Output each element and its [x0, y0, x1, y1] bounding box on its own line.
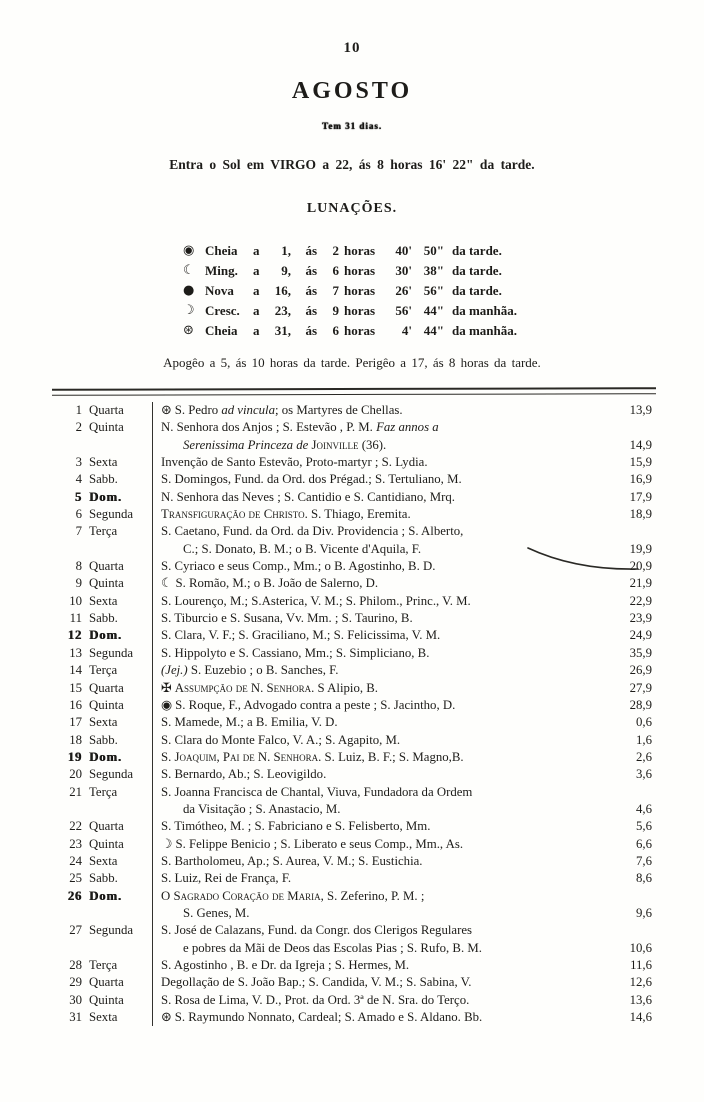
- day-entry: [152, 957, 652, 974]
- phase-seconds: 56": [423, 283, 444, 298]
- phase-period: da tarde.: [452, 283, 502, 298]
- weekday-label: Quinta: [89, 992, 124, 1007]
- month-title: AGOSTO: [291, 78, 413, 104]
- day-value: 21,9: [629, 576, 652, 591]
- phase-hour: 7: [332, 283, 339, 298]
- day-number: 8: [75, 559, 82, 574]
- calendar-row: [56, 992, 652, 1009]
- saints-text: S. Caetano, Fund. da Ord. da Div. Providencia ; S. Alberto,: [161, 524, 464, 539]
- weekday-label: Terça: [89, 524, 118, 539]
- weekday-label: Sabb.: [89, 732, 118, 747]
- calendar-row: [56, 766, 652, 783]
- day-number: 14: [69, 663, 82, 678]
- weekday-label: Sexta: [89, 593, 118, 608]
- calendar-row: [56, 957, 652, 974]
- calendar-row: [56, 818, 652, 835]
- lunation-item: ● Nova a 16, ás 7 horas 26' 56" da tarde.: [183, 281, 517, 301]
- saints-text: C.; S. Donato, B. M.; o B. Vicente d'Aquila, F.: [183, 541, 422, 556]
- weekday-label: Sexta: [89, 853, 118, 868]
- day-entry: [152, 888, 652, 923]
- day-value: 9,6: [636, 905, 652, 920]
- table-top-rule: [52, 387, 656, 396]
- saints-text: e pobres da Mãi de Deos das Escolas Pias ; S. Rufo, B. M.: [183, 940, 482, 955]
- day-entry: [152, 558, 652, 575]
- apogee-perigee-line: Apogêo a 5, ás 10 horas da tarde. Perigêo a 17, ás 8 horas da tarde.: [163, 355, 541, 370]
- weekday-label: Quarta: [89, 680, 124, 695]
- day-value: 13,9: [629, 403, 652, 417]
- phase-seconds: 44": [423, 323, 444, 338]
- day-entry: [152, 992, 652, 1009]
- saints-text: ⊛ S. Pedro ad vincula; os Martyres de Chellas.: [161, 403, 403, 418]
- weekday-label: Sabb.: [89, 871, 118, 886]
- crescent-moon-icon: ☽: [183, 303, 195, 318]
- day-entry: [152, 870, 652, 887]
- day-value: 7,6: [636, 853, 652, 868]
- day-entry: [152, 1009, 652, 1026]
- day-value: 14,6: [629, 1010, 652, 1025]
- saints-text: S. José de Calazans, Fund. da Congr. dos Clerigos Regulares: [161, 923, 472, 938]
- phase-seconds: 44": [423, 303, 444, 318]
- calendar-row: [56, 558, 652, 575]
- weekday-label: Quarta: [89, 559, 124, 574]
- day-number: 24: [69, 853, 82, 868]
- phase-minutes: 56': [395, 303, 412, 318]
- phase-minutes: 40': [395, 243, 412, 258]
- full-moon-face-icon: ⊛: [183, 323, 194, 338]
- saints-text: S. Mamede, M.; a B. Emilia, V. D.: [161, 715, 338, 730]
- calendar-row: [56, 645, 652, 662]
- day-number: 6: [75, 507, 82, 522]
- weekday-label: Sexta: [89, 715, 118, 730]
- day-entry: [152, 732, 652, 749]
- day-value: 12,6: [629, 975, 652, 990]
- weekday-label: Segunda: [89, 645, 134, 660]
- lunations-title: LUNAÇÕES.: [306, 201, 398, 216]
- saints-text: S. Tiburcio e S. Susana, Vv. Mm. ; S. Taurino, B.: [161, 611, 413, 626]
- lunation-item: ⊛ Cheia a 31, ás 6 horas 4' 44" da manhãa.: [183, 321, 517, 341]
- moon-phase-icon: ☾: [161, 576, 173, 592]
- saints-text: S. Clara, V. F.; S. Graciliano, M.; S. Felicissima, V. M.: [161, 628, 441, 643]
- calendar-row: [56, 610, 652, 627]
- day-number: 21: [69, 784, 82, 799]
- day-number: 5: [74, 489, 82, 504]
- day-value: 24,9: [629, 628, 652, 643]
- lunation-item: ☽ Cresc. a 23, ás 9 horas 56' 44" da manhãa.: [183, 301, 517, 321]
- day-value: 15,9: [629, 455, 652, 470]
- day-number: 11: [69, 611, 82, 626]
- day-number: 27: [69, 923, 82, 938]
- day-value: 8,6: [636, 871, 652, 886]
- calendar-row: [56, 419, 652, 454]
- day-number: 16: [69, 697, 82, 712]
- day-entry: [152, 627, 652, 644]
- weekday-label: Quinta: [89, 697, 124, 712]
- page-number: 10: [343, 40, 361, 56]
- day-entry: [152, 697, 652, 714]
- day-number: 17: [69, 715, 82, 730]
- saints-text: S. Bernardo, Ab.; S. Leovigildo.: [161, 767, 327, 782]
- day-number: 30: [69, 992, 82, 1007]
- saints-text: S. Timótheo, M. ; S. Fabriciano e S. Felisberto, Mm.: [161, 819, 431, 834]
- calendar-row: [56, 489, 652, 506]
- phase-label: Cresc.: [205, 303, 240, 318]
- day-number: 20: [69, 767, 82, 782]
- calendar-row: [56, 593, 652, 610]
- day-number: 25: [69, 871, 82, 886]
- saints-text: Degollação de S. João Bap.; S. Candida, V. M.; S. Sabina, V.: [161, 975, 472, 990]
- weekday-label: Quarta: [89, 819, 124, 834]
- full-moon-icon: ◉: [183, 243, 195, 258]
- saints-text: S. Joanna Francisca de Chantal, Viuva, Fundadora da Ordem: [161, 784, 473, 799]
- lunation-item: ☾ Ming. a 9, ás 6 horas 30' 38" da tarde.: [183, 261, 517, 281]
- day-entry: [152, 853, 652, 870]
- day-number: 18: [69, 732, 82, 747]
- calendar-table: [56, 402, 652, 1026]
- weekday-label: Dom.: [89, 749, 122, 764]
- calendar-row: [56, 506, 652, 523]
- weekday-label: Segunda: [89, 923, 134, 938]
- day-entry: [152, 471, 652, 488]
- lunations-list: [183, 241, 517, 341]
- day-value: 28,9: [629, 697, 652, 712]
- day-value: 17,9: [629, 489, 652, 504]
- calendar-row: [56, 974, 652, 991]
- new-moon-icon: ●: [183, 283, 195, 298]
- day-number: 2: [75, 420, 82, 435]
- phase-hour: 6: [332, 263, 339, 278]
- weekday-label: Dom.: [89, 489, 122, 504]
- lunation-item: ◉ Cheia a 1, ás 2 horas 40' 50" da tarde.: [183, 241, 517, 261]
- calendar-row: [56, 870, 652, 887]
- day-entry: [152, 662, 652, 679]
- day-entry: [152, 645, 652, 662]
- phase-label: Ming.: [205, 263, 238, 278]
- day-entry: [152, 749, 652, 766]
- day-entry: [152, 784, 652, 819]
- weekday-label: Sabb.: [89, 611, 118, 626]
- day-value: 4,6: [636, 801, 652, 816]
- day-value: 10,6: [629, 940, 652, 955]
- calendar-row: [56, 627, 652, 644]
- saints-text: N. Senhora dos Anjos ; S. Estevão , P. M. Faz annos a: [161, 420, 439, 435]
- moon-phase-icon: ⊛: [161, 1010, 172, 1026]
- calendar-row: [56, 853, 652, 870]
- day-value: 19,9: [629, 541, 652, 556]
- day-number: 3: [75, 455, 82, 470]
- calendar-row: [56, 784, 652, 819]
- waning-moon-icon: ☾: [183, 263, 195, 278]
- day-entry: [152, 818, 652, 835]
- calendar-row: [56, 888, 652, 923]
- saints-text: S. Clara do Monte Falco, V. A.; S. Agapito, M.: [161, 732, 401, 747]
- saints-text: S. Domingos, Fund. da Ord. dos Prégad.; S. Tertuliano, M.: [161, 472, 462, 487]
- day-entry: [152, 766, 652, 783]
- day-value: 16,9: [629, 472, 652, 487]
- day-number: 28: [69, 958, 82, 972]
- saints-text: Transfiguração de Christo. S. Thiago, Eremita.: [161, 507, 411, 522]
- saints-text: S. Cyriaco e seus Comp., Mm.; o B. Agostinho, B. D.: [161, 559, 436, 574]
- phase-day: 1,: [281, 243, 291, 258]
- saints-text: ⊛ S. Raymundo Nonnato, Cardeal; S. Amado e S. Aldano. Bb.: [161, 1010, 483, 1026]
- calendar-row: [56, 680, 652, 697]
- day-entry: [152, 593, 652, 610]
- saints-text: O Sagrado Coração de Maria, S. Zeferino, P. M. ;: [161, 888, 425, 903]
- calendar-row: [56, 732, 652, 749]
- saints-text: S. Genes, M.: [183, 905, 250, 920]
- day-entry: [152, 610, 652, 627]
- weekday-label: Terça: [89, 958, 118, 972]
- phase-period: da manhãa.: [452, 323, 518, 338]
- calendar-row: [56, 471, 652, 488]
- calendar-row: [56, 697, 652, 714]
- day-value: 18,9: [629, 507, 652, 522]
- day-entry: [152, 680, 652, 697]
- day-value: 14,9: [629, 437, 652, 452]
- day-value: 6,6: [636, 836, 652, 851]
- moon-phase-icon: ◉: [161, 697, 173, 713]
- day-number: 29: [69, 975, 82, 990]
- day-value: 5,6: [636, 819, 652, 834]
- saints-text: (Jej.) S. Euzebio ; o B. Sanches, F.: [161, 663, 339, 678]
- day-number: 22: [69, 819, 82, 834]
- calendar-row: [56, 714, 652, 731]
- weekday-label: Quarta: [89, 403, 124, 417]
- saints-text: ☽ S. Felippe Benicio ; S. Liberato e seus Comp., Mm., As.: [161, 836, 464, 852]
- saints-text: da Visitação ; S. Anastacio, M.: [183, 801, 341, 816]
- day-number: 4: [75, 472, 82, 487]
- weekday-label: Sexta: [89, 455, 118, 470]
- day-entry: [152, 714, 652, 731]
- day-entry: [152, 419, 652, 454]
- weekday-label: Segunda: [89, 507, 134, 522]
- weekday-label: Quinta: [89, 836, 124, 851]
- moon-phase-icon: ☽: [161, 836, 173, 852]
- phase-minutes: 4': [401, 323, 412, 338]
- saints-text: S. Bartholomeu, Ap.; S. Aurea, V. M.; S. Eustichia.: [161, 853, 423, 868]
- sun-entry-line: Entra o Sol em VIRGO a 22, ás 8 horas 16' 22" da tarde.: [169, 157, 535, 172]
- saints-text: S. Agostinho , B. e Dr. da Igreja ; S. Hermes, M.: [161, 958, 410, 972]
- phase-day: 31,: [274, 323, 291, 338]
- day-value: 2,6: [636, 749, 652, 764]
- weekday-label: Quinta: [89, 576, 124, 591]
- day-entry: [152, 402, 652, 419]
- phase-hour: 6: [332, 323, 339, 338]
- calendar-row: [56, 836, 652, 853]
- weekday-label: Dom.: [89, 628, 122, 643]
- day-value: 22,9: [629, 593, 652, 608]
- day-value: 23,9: [629, 611, 652, 626]
- day-value: 27,9: [629, 680, 652, 695]
- day-entry: [152, 922, 652, 957]
- day-number: 31: [69, 1010, 82, 1025]
- calendar-row: [56, 523, 652, 558]
- saints-text: ☾ S. Romão, M.; o B. João de Salerno, D.: [161, 576, 379, 592]
- calendar-row: [56, 1009, 652, 1026]
- phase-hour: 9: [332, 303, 339, 318]
- day-entry: [152, 523, 652, 558]
- phase-label: Cheia: [205, 243, 238, 258]
- weekday-label: Dom.: [89, 888, 122, 903]
- day-number: 15: [69, 680, 82, 695]
- day-value: 20,9: [629, 559, 652, 574]
- saints-text: S. Joaquim, Pai de N. Senhora. S. Luiz, B. F.; S. Magno,B.: [161, 749, 464, 764]
- calendar-row: [56, 454, 652, 471]
- weekday-label: Terça: [89, 663, 118, 678]
- day-entry: [152, 489, 652, 506]
- saints-text: S. Rosa de Lima, V. D., Prot. da Ord. 3ª de N. Sra. do Terço.: [161, 992, 470, 1007]
- day-entry: [152, 836, 652, 853]
- phase-hour: 2: [332, 243, 339, 258]
- weekday-label: Sabb.: [89, 472, 118, 487]
- day-number: 19: [67, 749, 82, 764]
- calendar-row: [56, 662, 652, 679]
- saints-text: S. Lourenço, M.; S.Asterica, V. M.; S. Philom., Princ., V. M.: [161, 593, 471, 608]
- day-number: 12: [67, 628, 82, 643]
- day-value: 0,6: [636, 715, 652, 730]
- day-value: 13,6: [629, 992, 652, 1007]
- day-number: 26: [67, 888, 82, 903]
- day-number: 13: [69, 645, 82, 660]
- calendar-row: [56, 922, 652, 957]
- phase-period: da manhãa.: [452, 303, 518, 318]
- moon-phase-icon: ✠: [161, 680, 172, 696]
- day-entry: [152, 974, 652, 991]
- saints-text: Invenção de Santo Estevão, Proto-martyr ; S. Lydia.: [161, 455, 428, 470]
- day-number: 10: [69, 593, 82, 608]
- phase-period: da tarde.: [452, 243, 502, 258]
- day-value: 35,9: [629, 645, 652, 660]
- saints-text: Serenissima Princeza de Joinville (36).: [183, 437, 387, 452]
- day-value: 1,6: [636, 732, 652, 747]
- phase-label: Nova: [205, 283, 234, 298]
- saints-text: S. Luiz, Rei de França, F.: [161, 871, 292, 886]
- phase-day: 23,: [274, 303, 291, 318]
- saints-text: ◉ S. Roque, F., Advogado contra a peste ; S. Jacintho, D.: [161, 697, 456, 713]
- day-number: 23: [69, 836, 82, 851]
- phase-minutes: 26': [395, 283, 412, 298]
- weekday-label: Segunda: [89, 767, 134, 782]
- phase-day: 16,: [274, 283, 291, 298]
- moon-phase-icon: ⊛: [161, 403, 172, 418]
- day-value: 3,6: [636, 767, 652, 782]
- day-entry: [152, 506, 652, 523]
- weekday-label: Terça: [89, 784, 118, 799]
- weekday-label: Sexta: [89, 1010, 118, 1025]
- calendar-row: [56, 575, 652, 592]
- calendar-row: [56, 749, 652, 766]
- phase-minutes: 30': [395, 263, 412, 278]
- phase-label: Cheia: [205, 323, 238, 338]
- day-value: 26,9: [629, 663, 652, 678]
- weekday-label: Quinta: [89, 420, 124, 435]
- weekday-label: Quarta: [89, 975, 124, 990]
- phase-day: 9,: [281, 263, 291, 278]
- day-entry: [152, 575, 652, 592]
- days-count-note: Tem 31 dias.: [322, 121, 382, 131]
- phase-period: da tarde.: [452, 263, 502, 278]
- day-number: 9: [75, 576, 82, 591]
- day-number: 7: [75, 524, 82, 539]
- day-entry: [152, 454, 652, 471]
- day-value: 11,6: [630, 958, 652, 972]
- phase-seconds: 38": [423, 263, 444, 278]
- day-number: 1: [75, 403, 82, 417]
- saints-text: S. Hippolyto e S. Cassiano, Mm.; S. Simpliciano, B.: [161, 645, 430, 660]
- phase-seconds: 50": [423, 243, 444, 258]
- saints-text: ✠ Assumpção de N. Senhora. S Alipio, B.: [161, 680, 379, 696]
- saints-text: N. Senhora das Neves ; S. Cantidio e S. Cantidiano, Mrq.: [161, 489, 455, 504]
- calendar-row: [56, 402, 652, 419]
